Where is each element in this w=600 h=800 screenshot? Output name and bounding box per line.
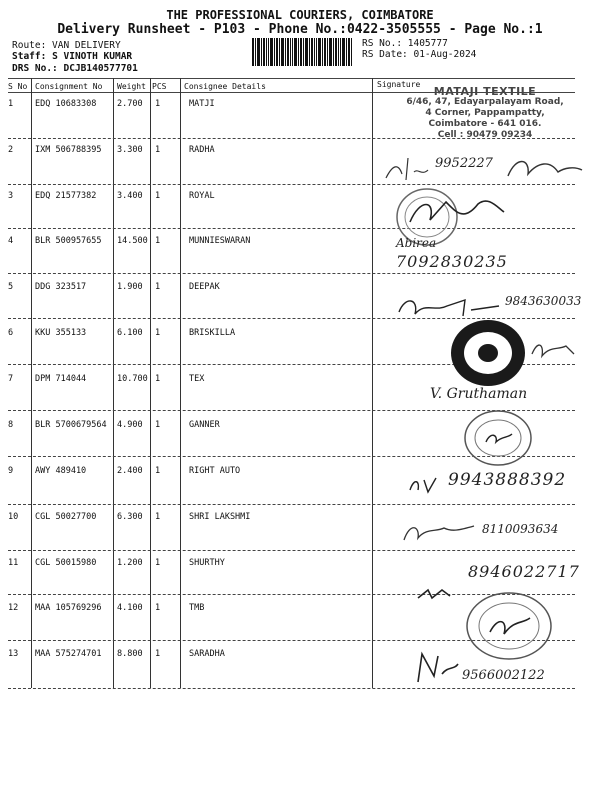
row-pcs: 1 [155, 512, 161, 522]
row-consignment-no: DDG 323517 [35, 282, 87, 292]
row-separator [8, 688, 575, 689]
row-weight: 10.700 [117, 374, 148, 384]
row-consignee: MUNNIESWARAN [189, 236, 251, 246]
row-pcs: 1 [155, 420, 161, 430]
document-subtitle: Delivery Runsheet - P103 - Phone No.:0422-3505555 - Page No.:1 [57, 22, 543, 37]
row-sno: 2 [8, 145, 14, 155]
row-weight: 3.400 [117, 191, 143, 201]
row-pcs: 1 [155, 558, 161, 568]
row-pcs: 1 [155, 603, 161, 613]
row-consignment-no: BLR 500957655 [35, 236, 102, 246]
row-weight: 4.900 [117, 420, 143, 430]
staff-line [12, 51, 132, 62]
stamp-address-line: Coimbatore - 641 016. [428, 119, 542, 129]
row-pcs: 1 [155, 282, 161, 292]
drs-label: DRS No.: [12, 63, 58, 74]
row-sno: 6 [8, 328, 14, 338]
handwritten-number: 9952227 [435, 156, 493, 171]
stamp-phone: Cell : 90479 09234 [437, 130, 533, 140]
signature-scribble [400, 192, 510, 232]
row-consignee: SHURTHY [189, 558, 225, 568]
table-row [0, 185, 600, 230]
row-sno: 11 [8, 558, 19, 568]
row-sno: 8 [8, 420, 14, 430]
handwritten-phone: 9566002122 [462, 668, 545, 683]
row-consignment-no: EDQ 10683308 [35, 99, 97, 109]
row-consignment-no: EDQ 21577382 [35, 191, 97, 201]
row-weight: 6.300 [117, 512, 143, 522]
table-row [0, 230, 600, 275]
row-sno: 4 [8, 236, 14, 246]
row-sno: 12 [8, 603, 19, 613]
mataji-textile-stamp [385, 86, 585, 141]
handwritten-phone: 8110093634 [482, 522, 559, 536]
row-weight: 2.400 [117, 466, 143, 476]
row-consignee: SARADHA [189, 649, 225, 659]
row-consignment-no: KKU 355133 [35, 328, 87, 338]
circular-stamp [464, 590, 554, 662]
row-weight: 3.300 [117, 145, 143, 155]
staff-value: S VINOTH KUMAR [52, 51, 133, 62]
row-consignee: SHRI LAKSHMI [189, 512, 251, 522]
document-title: THE PROFESSIONAL COURIERS, COIMBATORE [166, 8, 434, 22]
row-separator [8, 504, 575, 505]
handwritten-phone: 9943888392 [448, 470, 567, 490]
row-consignee: DEEPAK [189, 282, 220, 292]
barcode-image [252, 38, 352, 66]
col-header-sno: S No [8, 82, 28, 91]
row-consignment-no: MAA 575274701 [35, 649, 102, 659]
row-sno: 7 [8, 374, 14, 384]
row-pcs: 1 [155, 466, 161, 476]
row-sno: 10 [8, 512, 19, 522]
row-consignee: RIGHT AUTO [189, 466, 241, 476]
handwritten-name: V. Gruthaman [430, 386, 528, 402]
row-pcs: 1 [155, 328, 161, 338]
row-consignee: MATJI [189, 99, 215, 109]
row-consignment-no: CGL 50027700 [35, 512, 97, 522]
row-pcs: 1 [155, 649, 161, 659]
signature-scribble [414, 584, 454, 604]
row-pcs: 1 [155, 374, 161, 384]
handwritten-name: Abirea [396, 236, 437, 250]
signature-scribble [400, 518, 480, 546]
signature-scribble [412, 648, 462, 688]
row-consignment-no: CGL 50015980 [35, 558, 97, 568]
col-header-signature: Signature [377, 80, 421, 89]
row-consignee: TEX [189, 374, 205, 384]
row-consignee: TMB [189, 603, 205, 613]
row-pcs: 1 [155, 99, 161, 109]
signature-scribble [406, 468, 446, 498]
row-consignment-no: MAA 105769296 [35, 603, 102, 613]
row-weight: 8.800 [117, 649, 143, 659]
row-separator [8, 550, 575, 551]
row-weight: 14.500 [117, 236, 148, 246]
round-seal-stamp [448, 318, 528, 388]
rs-date: RS Date: 01-Aug-2024 [362, 49, 477, 60]
row-consignee: RADHA [189, 145, 215, 155]
rs-number: RS No.: 1405777 [362, 38, 448, 49]
row-sno: 9 [8, 466, 14, 476]
row-pcs: 1 [155, 191, 161, 201]
row-pcs: 1 [155, 236, 161, 246]
col-header-pcs: PCS [152, 82, 167, 91]
circular-stamp [462, 408, 534, 468]
row-weight: 2.700 [117, 99, 143, 109]
signature-scribble [528, 336, 578, 362]
row-separator [8, 273, 575, 274]
stamp-company-name: MATAJI TEXTILE [433, 85, 537, 98]
col-header-consignee: Consignee Details [184, 82, 266, 91]
row-sno: 13 [8, 649, 19, 659]
route-text: Route: VAN DELIVERY [12, 40, 121, 51]
row-weight: 1.900 [117, 282, 143, 292]
row-consignee: GANNER [189, 420, 220, 430]
row-weight: 4.100 [117, 603, 143, 613]
stamp-address-line: 4 Corner, Pappampatty, [425, 108, 545, 118]
row-sno: 5 [8, 282, 14, 292]
stamp-address-line: 6/46, 47, Edayarpalayam Road, [406, 97, 564, 107]
row-consignment-no: DPM 714044 [35, 374, 87, 384]
table-top-border [8, 78, 575, 79]
handwritten-phone: 7092830235 [396, 252, 508, 271]
col-header-consignment: Consignment No [35, 82, 103, 91]
row-consignment-no: BLR 5700679564 [35, 420, 107, 430]
handwritten-phone: 9843630033 [505, 294, 582, 308]
handwritten-phone: 8946022717 [468, 562, 580, 581]
row-consignment-no: AWY 489410 [35, 466, 87, 476]
row-weight: 1.200 [117, 558, 143, 568]
row-pcs: 1 [155, 145, 161, 155]
row-sno: 3 [8, 191, 14, 201]
row-sno: 1 [8, 99, 14, 109]
row-consignment-no: IXM 506788395 [35, 145, 102, 155]
row-consignee: BRISKILLA [189, 328, 236, 338]
staff-label: Staff: [12, 51, 47, 62]
row-consignee: ROYAL [189, 191, 215, 201]
row-weight: 6.100 [117, 328, 143, 338]
drs-value: DCJB140577701 [63, 63, 138, 74]
drs-line [12, 63, 138, 74]
col-header-weight: Weight [117, 82, 146, 91]
